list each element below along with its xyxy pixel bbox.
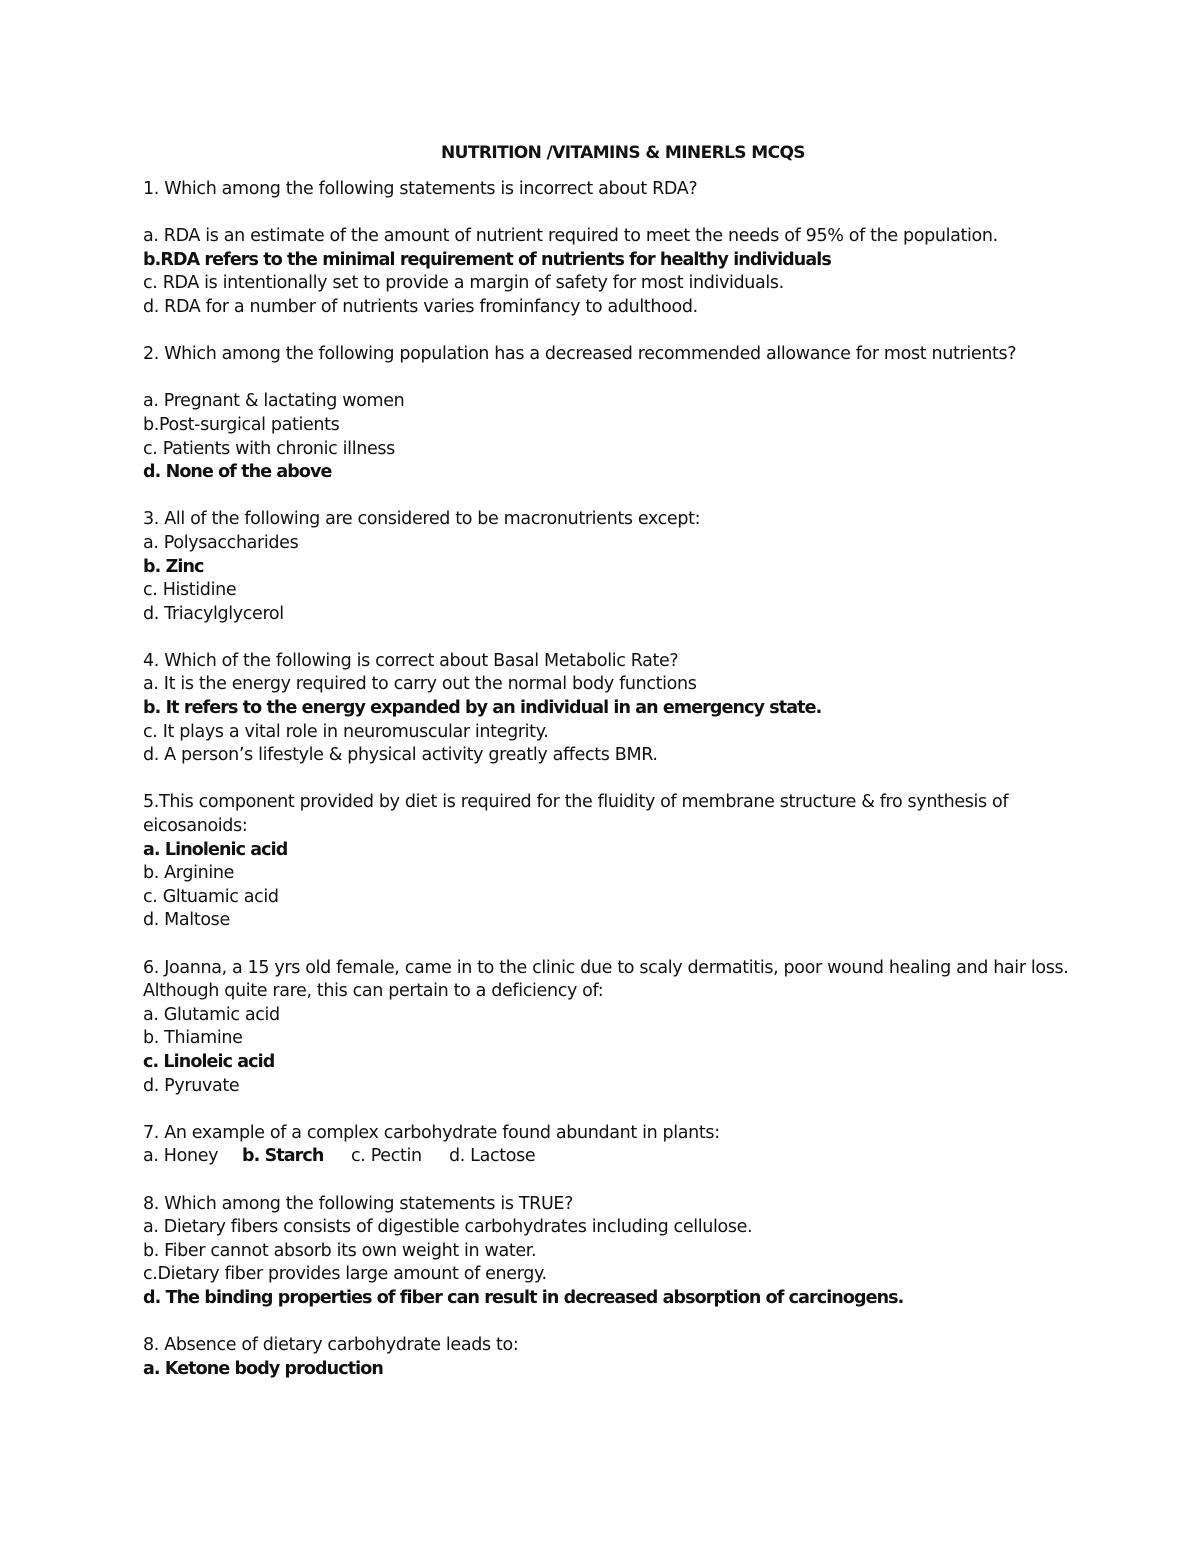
option-b-answer: b. Zinc (143, 556, 204, 577)
option-c: c.Dietary fiber provides large amount of energy. (143, 1264, 547, 1285)
option-d-answer: d. None of the above (143, 462, 332, 483)
question-stem: 8. Absence of dietary carbohydrate leads to: (143, 1335, 519, 1356)
option-a: a. Honey (143, 1146, 219, 1167)
question-stem: 7. An example of a complex carbohydrate found abundant in plants: (143, 1122, 720, 1143)
question-stem: 8. Which among the following statements is TRUE? (143, 1193, 574, 1214)
option-b: b. Fiber cannot absorb its own weight in water. (143, 1240, 537, 1261)
question-9 (143, 1334, 1083, 1381)
option-b: b. Thiamine (143, 1028, 243, 1049)
question-stem: 5.This component provided by diet is required for the fluidity of membrane structure & fro synthesis of eicosanoids: (143, 792, 1009, 837)
question-stem: 2. Which among the following population has a decreased recommended allowance for most nutrients? (143, 344, 1017, 365)
option-c-answer: c. Linoleic acid (143, 1051, 275, 1072)
option-c: c. It plays a vital role in neuromuscular integrity. (143, 721, 549, 742)
question-stem: 4. Which of the following is correct about Basal Metabolic Rate? (143, 650, 679, 671)
question-1 (143, 178, 1083, 320)
option-b-answer: b. Starch (242, 1146, 324, 1167)
option-b: b. Arginine (143, 863, 235, 884)
question-4 (143, 650, 1083, 768)
option-d: d. Triacylglycerol (143, 603, 284, 624)
inline-options (143, 1145, 1083, 1169)
option-a-answer: a. Ketone body production (143, 1358, 383, 1379)
document-title: NUTRITION /VITAMINS & MINERLS MCQS (441, 143, 805, 163)
question-7 (143, 1122, 1083, 1169)
question-stem: 1. Which among the following statements is incorrect about RDA? (143, 179, 698, 199)
option-a-answer: a. Linolenic acid (143, 839, 288, 860)
option-a: a. RDA is an estimate of the amount of nutrient required to meet the needs of 95% of the population. (143, 226, 998, 247)
question-6 (143, 957, 1083, 1099)
option-b-answer: b. It refers to the energy expanded by an individual in an emergency state. (143, 698, 822, 719)
option-c: c. Pectin (351, 1146, 422, 1167)
option-a: a. Pregnant & lactating women (143, 391, 405, 412)
option-c: c. Patients with chronic illness (143, 438, 395, 459)
option-d: d. Pyruvate (143, 1075, 240, 1096)
option-d-answer: d. The binding properties of fiber can result in decreased absorption of carcinogens. (143, 1287, 904, 1308)
option-d: d. Lactose (449, 1146, 536, 1167)
question-stem: 3. All of the following are considered to be macronutrients except: (143, 509, 701, 530)
question-5 (143, 791, 1083, 933)
question-stem: 6. Joanna, a 15 yrs old female, came in to the clinic due to scaly dermatitis, poor wound healing and hair loss. Although quite rare, this can pertain to a deficiency of: (143, 957, 1069, 1002)
option-b-answer: b.RDA refers to the minimal requirement of nutrients for healthy individuals (143, 249, 831, 270)
option-a: a. Polysaccharides (143, 532, 299, 553)
option-c: c. Gltuamic acid (143, 886, 279, 907)
option-b: b.Post-surgical patients (143, 414, 340, 435)
option-a: a. Glutamic acid (143, 1004, 280, 1025)
option-d: d. RDA for a number of nutrients varies frominfancy to adulthood. (143, 296, 698, 317)
question-8 (143, 1193, 1083, 1311)
option-c: c. Histidine (143, 580, 237, 601)
question-3 (143, 508, 1083, 626)
option-d: d. A person’s lifestyle & physical activity greatly affects BMR. (143, 745, 658, 766)
option-d: d. Maltose (143, 910, 230, 931)
option-a: a. Dietary fibers consists of digestible carbohydrates including cellulose. (143, 1217, 753, 1238)
document-page (143, 140, 1083, 1381)
option-c: c. RDA is intentionally set to provide a margin of safety for most individuals. (143, 273, 784, 294)
option-a: a. It is the energy required to carry out the normal body functions (143, 674, 697, 695)
question-2 (143, 343, 1083, 485)
